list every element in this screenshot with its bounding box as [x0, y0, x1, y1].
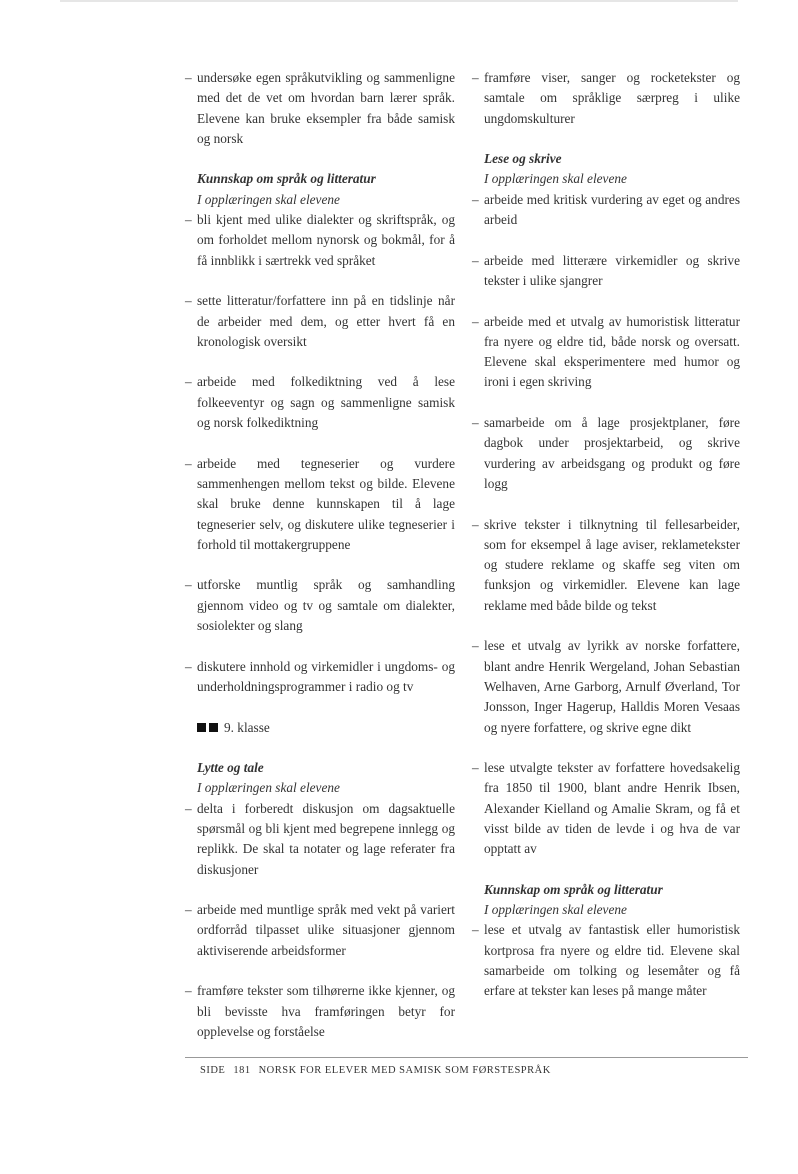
list-item: – undersøke egen språkutvikling og sammenligne med det de vet om hvordan barn lærer språk. Elevene kan bruke eksempler fra både samisk og norsk	[185, 70, 455, 146]
list-item: – framføre viser, sanger og rocketekster og samtale om språklige særpreg i ulike ungdomskulturer	[472, 70, 740, 126]
list-item: – lese et utvalg av lyrikk av norske forfattere, blant andre Henrik Wergeland, Johan Sebastian Welhaven, Arne Garborg, Arnulf Øverland, Tor Jonsson, Inger Hagerup, Halldis Moren Vesaas og nyere forfattere, og skrive egne dikt	[472, 638, 740, 735]
list-item: – lese utvalgte tekster av forfattere hovedsakelig fra 1850 til 1900, blant andre Henrik Ibsen, Alexander Kielland og Amalie Skram, og få et visst bilde av tiden de levde i og hva de var opptatt av	[472, 760, 740, 857]
list-item: – diskutere innhold og virkemidler i ungdoms- og underholdningsprogrammer i radio og tv	[185, 658, 455, 694]
grade-heading	[185, 718, 455, 738]
section-subheading: I opplæringen skal elevene	[197, 780, 340, 796]
square-bullet-icon	[197, 723, 206, 732]
grade-label: 9. klasse	[224, 719, 270, 735]
section-heading: Lese og skrive	[484, 151, 562, 167]
section-heading: Kunnskap om språk og litteratur	[197, 171, 376, 187]
page-number: 181	[233, 1065, 251, 1076]
list-item: – lese et utvalg av fantastisk eller humoristisk kortprosa fra nyere og eldre tid. Elevene skal samarbeide om tolking og lesemåter og få erfare at tekster kan leses på mange måter	[472, 922, 740, 999]
list-item: – sette litteratur/forfattere inn på en tidslinje når de arbeider med dem, og etter hvert få en kronologisk oversikt	[185, 293, 455, 349]
section-subheading: I opplæringen skal elevene	[197, 191, 340, 207]
section-subheading: I opplæringen skal elevene	[484, 171, 627, 187]
list-item: – arbeide med tegneserier og vurdere sammenhengen mellom tekst og bilde. Elevene skal bruke denne kunnskapen til å lage tegneserier selv, og diskutere ulike tegneserier i forhold til mottakergruppene	[185, 455, 455, 552]
list-item: – arbeide med folkediktning ved å lese folkeeventyr og sagn og sammenligne samisk og norsk folkediktning	[185, 374, 455, 431]
dash: –	[185, 70, 192, 85]
right-column	[472, 68, 740, 1022]
top-scan-edge	[60, 0, 738, 2]
list-item: – skrive tekster i tilknytning til fellesarbeider, som for eksempel å lage aviser, reklametekster og studere reklame og skaffe seg viten om funksjon og virkemidler. Elevene kan lage reklame med både bilde og tekst	[472, 516, 740, 613]
footer-side-label: SIDE	[200, 1065, 226, 1076]
list-item: – arbeide med kritisk vurdering av eget og andres arbeid	[472, 191, 740, 228]
list-item: – arbeide med litterære virkemidler og skrive tekster i ulike sjangrer	[472, 252, 740, 288]
section-heading: Lytte og tale	[197, 760, 264, 776]
section-heading: Kunnskap om språk og litteratur	[484, 881, 663, 897]
list-item: – delta i forberedt diskusjon om dagsaktuelle spørsmål og bli kjent med begrepene innlegg og replikk. De skal ta notater og lage referater fra diskusjoner	[185, 800, 455, 877]
left-column	[185, 68, 455, 1063]
footer-divider	[185, 1057, 748, 1058]
footer-title: NORSK FOR ELEVER MED SAMISK SOM FØRSTESPRÅK	[258, 1065, 551, 1076]
page-footer	[200, 1065, 551, 1076]
list-item: – utforske muntlig språk og samhandling gjennom video og tv og samtale om dialekter, sosiolekter og slang	[185, 577, 455, 634]
section-subheading: I opplæringen skal elevene	[484, 902, 627, 918]
list-item: – samarbeide om å lage prosjektplaner, føre dagbok under prosjektarbeid, og skrive vurdering av arbeidsgang og produkt og føre logg	[472, 415, 740, 491]
list-item: – arbeide med muntlige språk med vekt på variert ordforråd tilpasset ulike situasjoner gjennom aktiviserende arbeidsformer	[185, 902, 455, 958]
list-item: – bli kjent med ulike dialekter og skriftspråk, og om forholdet mellom nynorsk og bokmål, for å få innblikk i særtrekk ved språket	[185, 212, 455, 268]
list-item: – arbeide med et utvalg av humoristisk litteratur fra nyere og eldre tid, både norsk og oversatt. Elevene skal eksperimentere med humor og ironi i egen skriving	[472, 313, 740, 390]
list-item: – framføre tekster som tilhørerne ikke kjenner, og bli bevisste hva framføringen betyr for opplevelse og forståelse	[185, 983, 455, 1039]
square-bullet-icon	[209, 723, 218, 732]
